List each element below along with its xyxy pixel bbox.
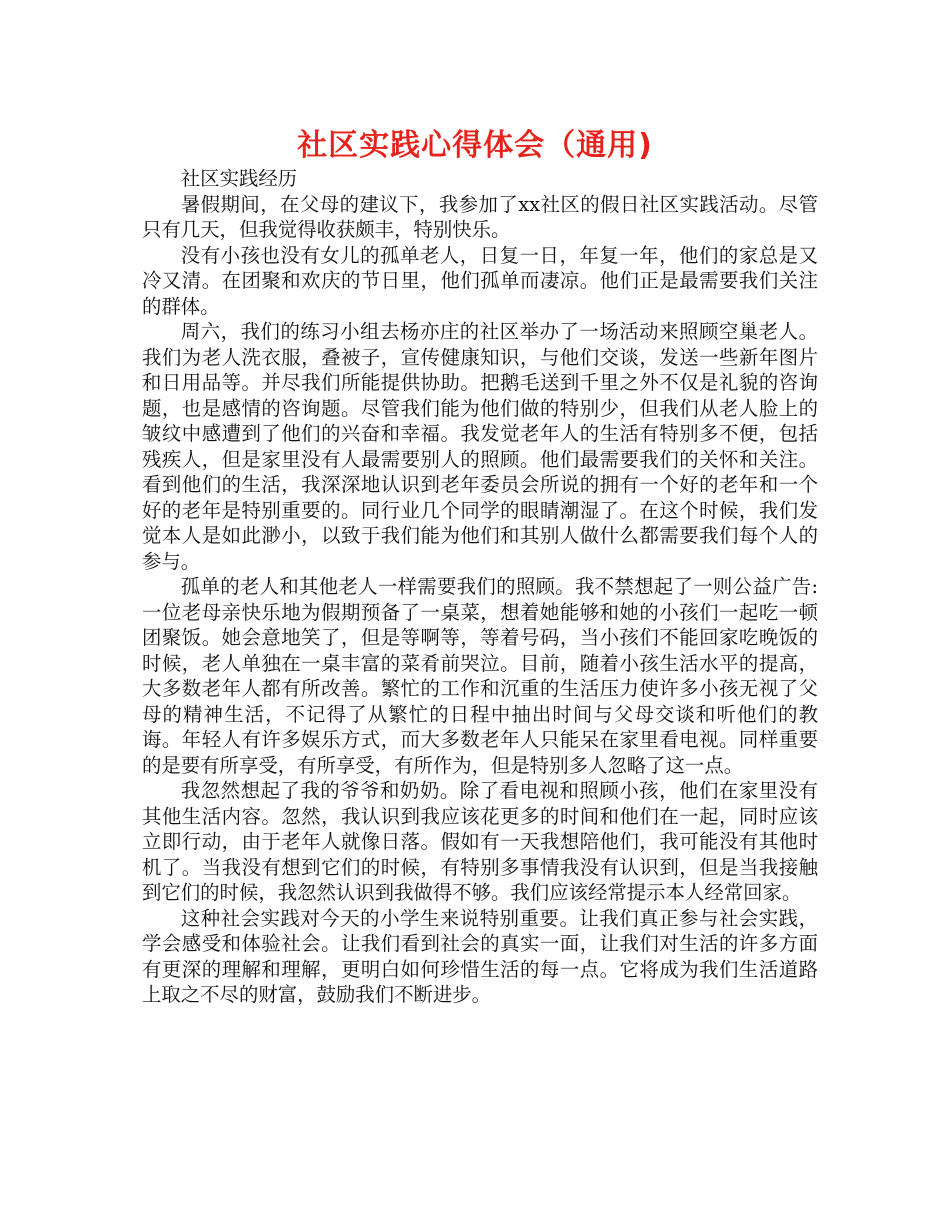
document-title: 社区实践心得体会（通用): [297, 128, 653, 163]
paragraph: 孤单的老人和其他老人一样需要我们的照顾。我不禁想起了一则公益广告:一位老母亲快乐地为假期预备了一桌菜，想着她能够和她的小孩们一起吃一顿团聚饭。她会意地笑了，但是等啊等，等着号码，当小孩们不能回家吃晚饭的时候，老人单独在一桌丰富的菜肴前哭泣。目前，随着小孩生活水平的提高，大多数老年人都有所改善。繁忙的工作和沉重的生活压力使许多小孩无视了父母的精神生活，不记得了从繁忙的日程中抽出时间与父母交谈和听他们的教诲。年轻人有许多娱乐方式，而大多数老年人只能呆在家里看电视。同样重要的是要有所享受，有所享受，有所作为，但是特别多人忽略了这一点。: [142, 575, 818, 777]
paragraph: 我忽然想起了我的爷爷和奶奶。除了看电视和照顾小孩，他们在家里没有其他生活内容。忽然，我认识到我应该花更多的时间和他们在一起，同时应该立即行动，由于老年人就像日落。假如有一天我想陪他们，我可能没有其他时机了。当我没有想到它们的时候，有特别多事情我没有认识到，但是当我接触到它们的时候，我忽然认识到我做得不够。我们应该经常提示本人经常回家。: [142, 779, 818, 904]
paragraph: 周六，我们的练习小组去杨亦庄的社区举办了一场活动来照顾空巢老人。我们为老人洗衣服，叠被子，宣传健康知识，与他们交谈，发送一些新年图片和日用品等。并尽我们所能提供协助。把鹅毛送到千里之外不仅是礼貌的咨询题，也是感情的咨询题。尽管我们能为他们做的特别少，但我们从老人脸上的皱纹中感遭到了他们的兴奋和幸福。我发觉老年人的生活有特别多不便，包括残疾人，但是家里没有人最需要别人的照顾。他们最需要我们的关怀和关注。看到他们的生活，我深深地认识到老年委员会所说的拥有一个好的老年和一个好的老年是特别重要的。同行业几个同学的眼睛潮湿了。在这个时候，我们发觉本人是如此渺小，以致于我们能为他们和其别人做什么都需要我们每个人的参与。: [142, 320, 818, 573]
paragraph: 暑假期间，在父母的建议下，我参加了xx社区的假日社区实践活动。尽管只有几天，但我觉得收获颇丰，特别快乐。: [142, 192, 818, 241]
paragraph: 这种社会实践对今天的小学生来说特别重要。让我们真正参与社会实践，学会感受和体验社会。让我们看到社会的真实一面，让我们对生活的许多方面有更深的理解和理解，更明白如何珍惜生活的每一点。它将成为我们生活道路上取之不尽的财富，鼓励我们不断进步。: [142, 906, 818, 1006]
document-body: [142, 166, 818, 1008]
paragraph: 没有小孩也没有女儿的孤单老人，日复一日，年复一年，他们的家总是又冷又清。在团聚和欢庆的节日里，他们孤单而凄凉。他们正是最需要我们关注的群体。: [142, 243, 818, 318]
paragraph-section-heading: 社区实践经历: [180, 167, 298, 190]
